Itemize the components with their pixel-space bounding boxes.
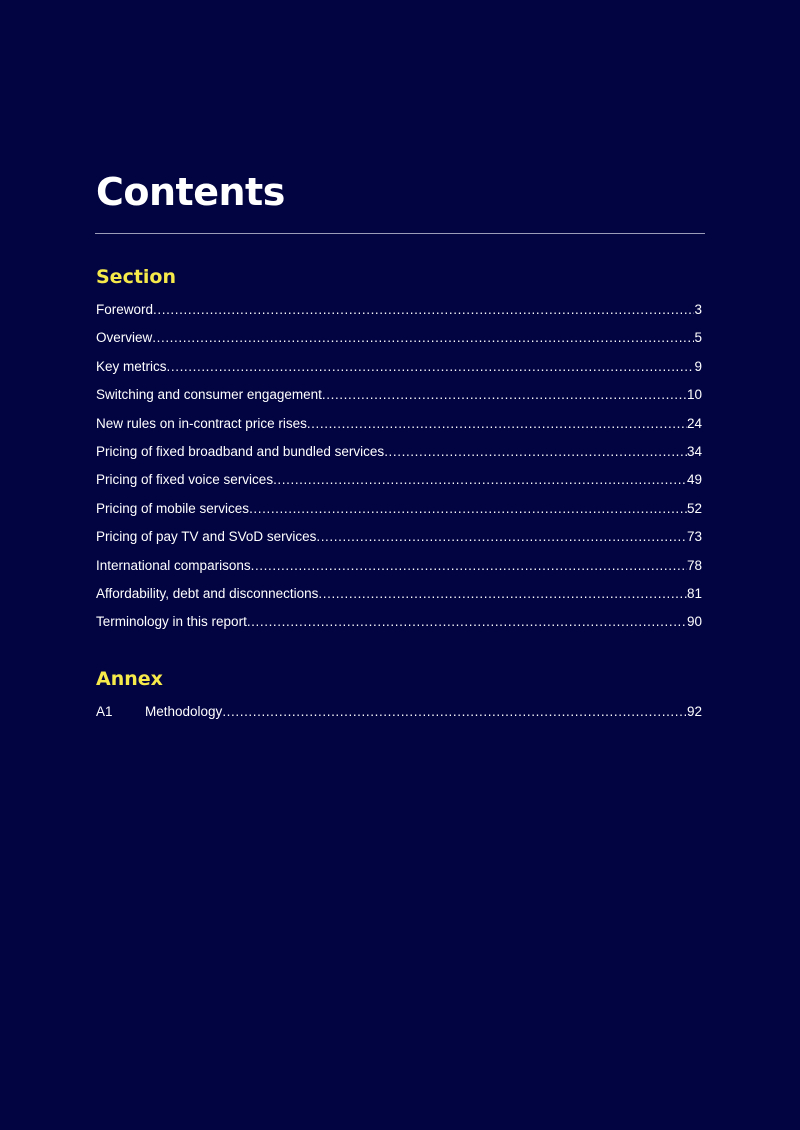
dot-leader xyxy=(307,416,687,431)
annex-number: A1 xyxy=(96,704,113,719)
dot-leader xyxy=(153,302,694,317)
toc-entry-methodology[interactable] xyxy=(96,704,702,732)
toc-page-number: 78 xyxy=(686,557,702,573)
toc-entry-mobile[interactable] xyxy=(96,501,702,529)
toc-entry-label: Foreword xyxy=(96,302,154,317)
toc-entry-price-rises[interactable] xyxy=(96,416,702,444)
dot-leader xyxy=(152,330,694,345)
toc-entry-label: Key metrics xyxy=(96,358,167,374)
toc-entry-label: Switching and consumer engagement xyxy=(96,387,322,403)
toc-entry-label: Pricing of mobile services xyxy=(96,500,250,516)
toc-page-number: 5 xyxy=(694,330,702,346)
toc-entry-label: International comparisons xyxy=(96,557,251,573)
toc-entry-label: Pricing of fixed voice services xyxy=(96,472,274,488)
toc-entry-key-metrics[interactable] xyxy=(96,359,702,387)
toc-entry-label: Pricing of fixed broadband and bundled services xyxy=(96,443,385,459)
dot-leader xyxy=(316,529,687,544)
toc-page-number: 9 xyxy=(694,358,702,374)
title-divider xyxy=(95,233,705,234)
dot-leader xyxy=(222,704,687,719)
toc-entry-label: Terminology in this report xyxy=(96,614,247,630)
dot-leader xyxy=(322,387,687,402)
toc-entry-label: Pricing of pay TV and SVoD services xyxy=(96,529,317,545)
dot-leader xyxy=(318,586,687,601)
dot-leader xyxy=(384,444,687,459)
toc-entry-overview[interactable] xyxy=(96,330,702,358)
section-heading: Section xyxy=(96,266,177,288)
toc-entry-label: Affordability, debt and disconnections xyxy=(96,585,319,601)
toc-page-number: 10 xyxy=(686,387,702,403)
toc-entry-label: Overview xyxy=(96,330,153,346)
toc-page-number: 52 xyxy=(686,500,702,516)
annex-toc-list xyxy=(96,704,702,732)
toc-entry-affordability[interactable] xyxy=(96,586,702,614)
toc-page-number: 73 xyxy=(686,529,702,545)
toc-entry-label: New rules on in-contract price rises xyxy=(96,415,307,431)
toc-page-number: 49 xyxy=(686,472,702,488)
dot-leader xyxy=(249,501,687,516)
page-title: Contents xyxy=(96,170,285,214)
toc-entry-terminology[interactable] xyxy=(96,614,702,642)
dot-leader xyxy=(273,472,687,487)
dot-leader xyxy=(167,359,695,374)
toc-page-number: 34 xyxy=(686,443,702,459)
toc-entry-fixed-voice[interactable] xyxy=(96,472,702,500)
section-toc-list xyxy=(96,302,702,643)
toc-page-number: 92 xyxy=(686,704,702,719)
dot-leader xyxy=(251,558,687,573)
toc-page-number: 81 xyxy=(686,585,702,601)
toc-entry-foreword[interactable] xyxy=(96,302,702,330)
annex-heading: Annex xyxy=(96,668,163,690)
toc-entry-pay-tv[interactable] xyxy=(96,529,702,557)
toc-entry-label: Methodology xyxy=(145,704,223,719)
toc-page-number: 24 xyxy=(686,415,702,431)
toc-entry-international[interactable] xyxy=(96,558,702,586)
toc-page-number: 90 xyxy=(686,614,702,630)
toc-entry-fixed-broadband[interactable] xyxy=(96,444,702,472)
toc-page-number: 3 xyxy=(694,302,702,317)
toc-entry-switching[interactable] xyxy=(96,387,702,415)
dot-leader xyxy=(247,614,687,629)
